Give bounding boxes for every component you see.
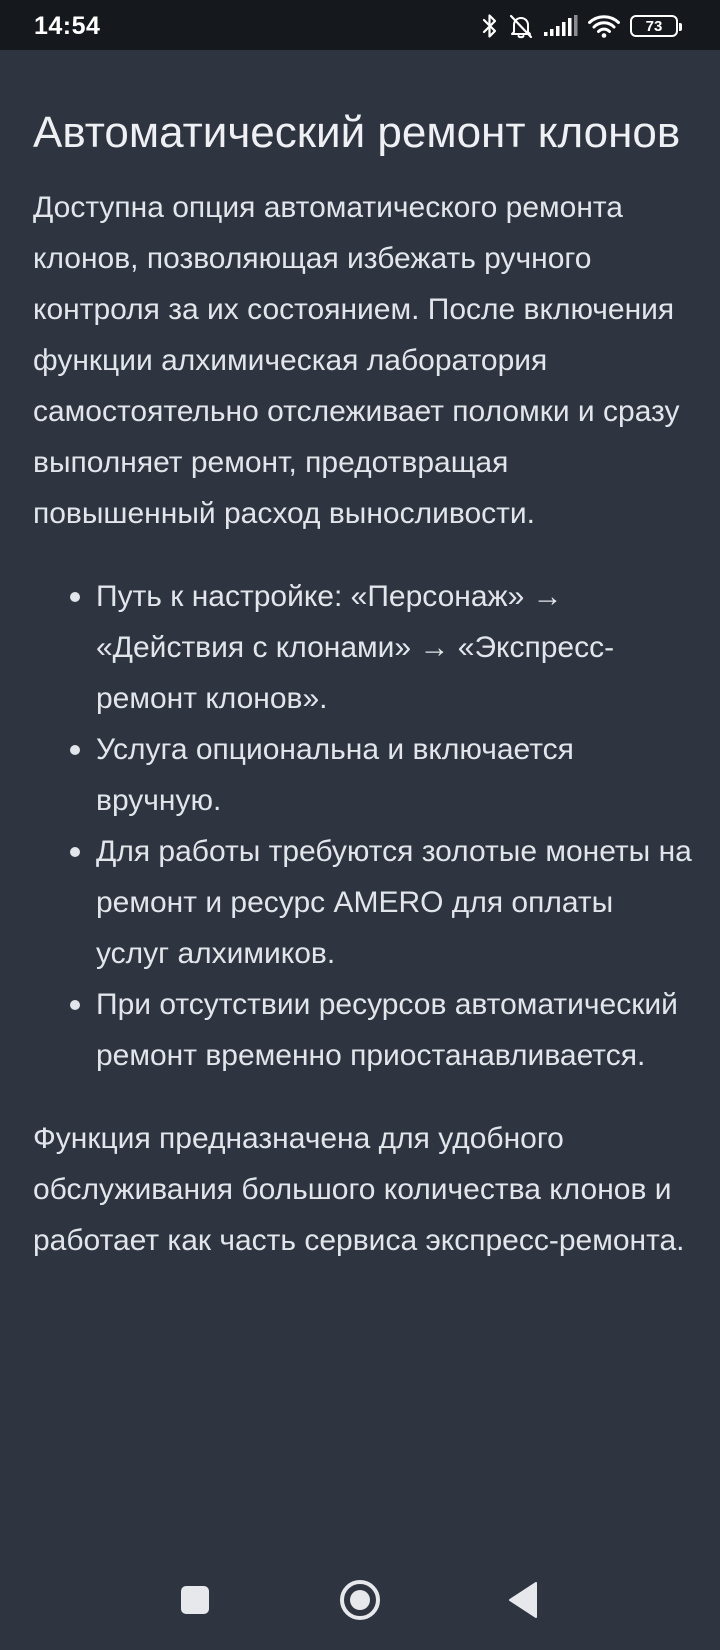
status-time: 14:54: [34, 12, 101, 40]
battery-icon: [630, 15, 678, 37]
page-title: Автоматический ремонт клонов: [33, 108, 681, 157]
home-button[interactable]: [330, 1570, 390, 1630]
intro-paragraph: Доступна опция автоматического ремонта клонов, позволяющая избежать ручного контроля за их состоянием. После включения функции алхимическая лаборатория самостоятельно отслеживает поломки и сразу выполняет ремонт, предотвращая повышенный расход выносливости.: [33, 191, 680, 530]
status-bar: [0, 0, 720, 50]
bell-off-icon: [508, 13, 534, 39]
outro-paragraph: Функция предназначена для удобного обслуживания большого количества клонов и работает как часть сервиса экспресс-ремонта.: [33, 1122, 685, 1257]
square-icon: [180, 1585, 210, 1615]
circle-icon: [339, 1579, 381, 1621]
status-icons: [482, 11, 678, 41]
battery-level: 73: [645, 17, 663, 35]
signal-icon: [544, 15, 578, 37]
list-item: Путь к настройке: «Персонаж» → «Действия с клонами» → «Экспресс-ремонт клонов».: [96, 571, 693, 724]
back-button[interactable]: [493, 1570, 553, 1630]
list-item: Услуга опциональна и включается вручную.: [96, 724, 693, 826]
list-item: При отсутствии ресурсов автоматический ремонт временно приостанавливается.: [96, 979, 693, 1081]
list-item: Для работы требуются золотые монеты на ремонт и ресурс AMERO для оплаты услуг алхимиков.: [96, 826, 693, 979]
recents-button[interactable]: [165, 1570, 225, 1630]
navigation-bar: [0, 1570, 720, 1630]
bluetooth-icon: [482, 13, 498, 39]
bullet-list: [33, 571, 693, 1081]
article: [33, 108, 693, 1266]
wifi-icon: [588, 14, 620, 38]
back-triangle-icon: [508, 1582, 538, 1618]
